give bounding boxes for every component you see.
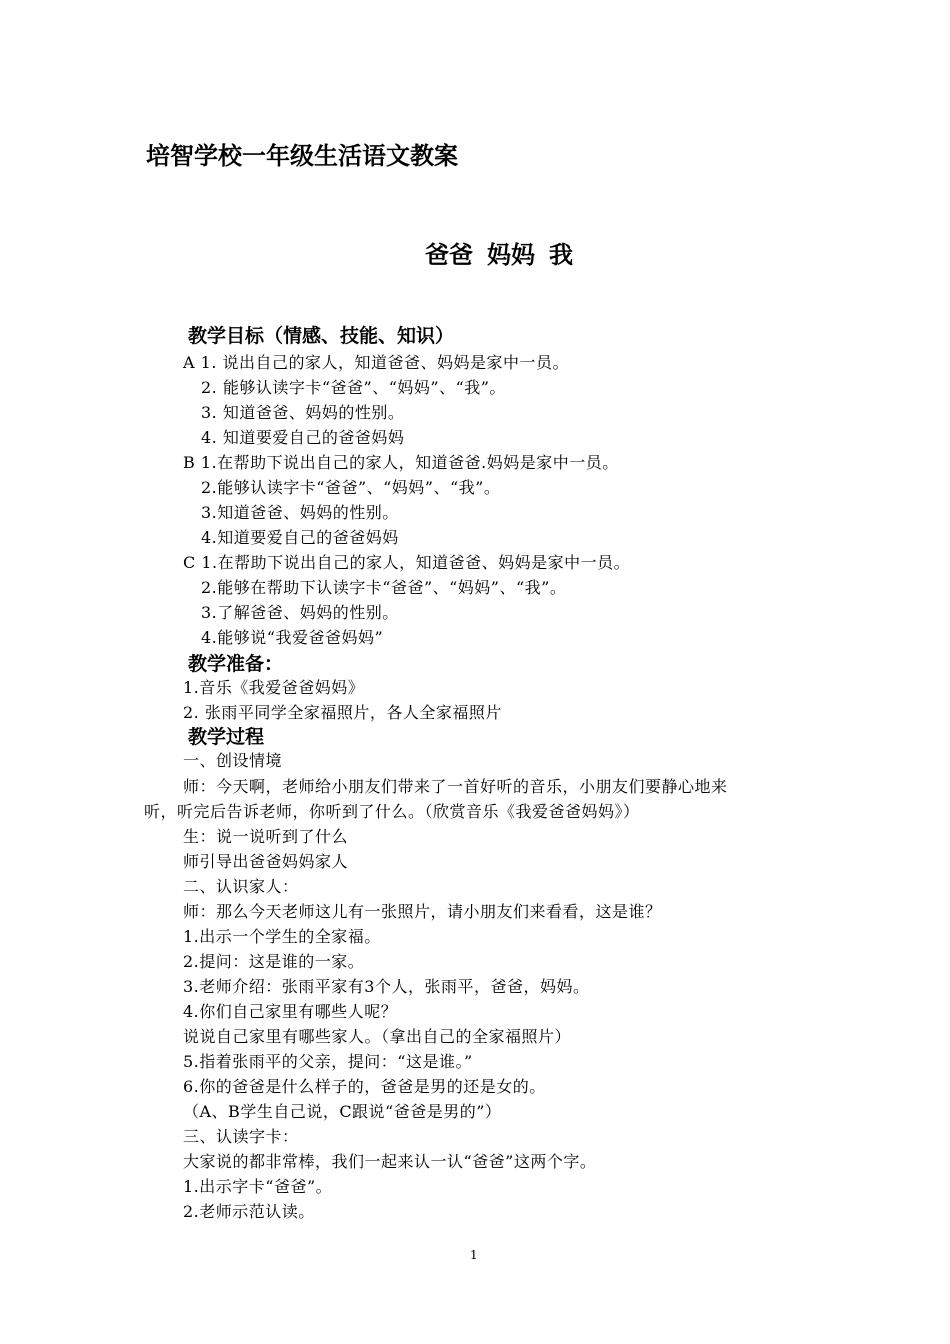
process-line: 三、认读字卡：	[183, 1127, 299, 1146]
process-line: 师：今天啊，老师给小朋友们带来了一首好听的音乐，小朋友们要静心地来	[183, 777, 728, 796]
process-line: 一、创设情境	[183, 751, 283, 770]
objective-line: 4. 知道要爱自己的爸爸妈妈	[201, 428, 405, 447]
objective-line: 2.能够在帮助下认读字卡“爸爸”、“妈妈”、“我”。	[201, 578, 567, 597]
process-line: 师引导出爸爸妈妈家人	[183, 852, 349, 871]
objective-line: 4.能够说“我爱爸爸妈妈”	[201, 628, 384, 647]
process-line: 大家说的都非常棒，我们一起来认一认“爸爸”这两个字。	[183, 1152, 597, 1171]
lesson-title-part: 爸爸	[425, 241, 473, 269]
page-number: 1	[470, 1248, 478, 1262]
lesson-title-part: 妈妈	[487, 241, 535, 269]
preparation-line: 2. 张雨平同学全家福照片，各人全家福照片	[183, 703, 502, 722]
process-line: 4.你们自己家里有哪些人呢？	[183, 1002, 398, 1021]
process-line: 说说自己家里有哪些家人。（拿出自己的全家福照片）	[183, 1027, 572, 1046]
preparation-line: 1.音乐《我爱爸爸妈妈》	[183, 678, 365, 697]
objective-line: 2. 能够认读字卡“爸爸”、“妈妈”、“我”。	[201, 378, 506, 397]
process-line: 生：说一说听到了什么	[183, 827, 349, 846]
process-line: （A、B学生自己说，C跟说“爸爸是男的”）	[183, 1102, 502, 1121]
process-line: 2.提问：这是谁的一家。	[183, 952, 365, 971]
objective-line: B 1.在帮助下说出自己的家人，知道爸爸.妈妈是家中一员。	[183, 453, 619, 472]
process-line: 5.指着张雨平的父亲，提问：“这是谁。”	[183, 1052, 473, 1071]
process-line: 听，听完后告诉老师，你听到了什么。（欣赏音乐《我爱爸爸妈妈》）	[144, 802, 640, 821]
objective-line: 2.能够认读字卡“爸爸”、“妈妈”、“我”。	[201, 478, 501, 497]
process-line: 师：那么今天老师这儿有一张照片，请小朋友们来看看，这是谁？	[183, 902, 662, 921]
lesson-title-part: 我	[549, 241, 573, 269]
objective-line: 3. 知道爸爸、妈妈的性别。	[201, 403, 405, 422]
objective-line: 3.了解爸爸、妈妈的性别。	[201, 603, 399, 622]
objective-line: 4.知道要爱自己的爸爸妈妈	[201, 528, 399, 547]
preparation-heading: 教学准备：	[188, 653, 284, 675]
process-line: 2.老师示范认读。	[183, 1202, 315, 1221]
lesson-title	[425, 235, 587, 270]
objective-line: 3.知道爸爸、妈妈的性别。	[201, 503, 399, 522]
objective-line: C 1.在帮助下说出自己的家人，知道爸爸、妈妈是家中一员。	[183, 553, 631, 572]
process-heading: 教学过程	[188, 726, 265, 748]
school-title: 培智学校一年级生活语文教案	[146, 142, 458, 170]
objective-line: A 1. 说出自己的家人，知道爸爸、妈妈是家中一员。	[183, 353, 569, 372]
objectives-heading: 教学目标（情感、技能、知识）	[188, 325, 455, 347]
process-line: 3.老师介绍：张雨平家有3个人，张雨平，爸爸，妈妈。	[183, 977, 590, 996]
process-line: 1.出示一个学生的全家福。	[183, 927, 381, 946]
process-line: 6.你的爸爸是什么样子的，爸爸是男的还是女的。	[183, 1077, 546, 1096]
process-line: 二、认识家人：	[183, 877, 299, 896]
process-line: 1.出示字卡“爸爸”。	[183, 1177, 333, 1196]
